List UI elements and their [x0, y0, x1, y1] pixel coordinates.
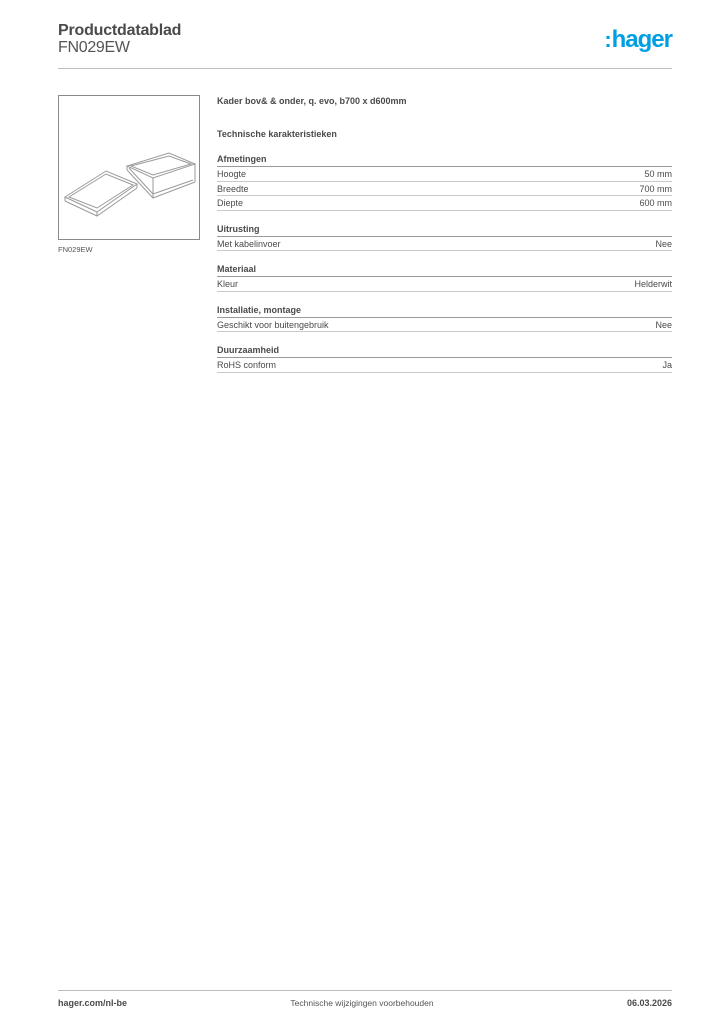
tech-heading: Technische karakteristieken — [217, 129, 337, 139]
footer-notice: Technische wijzigingen voorbehouden — [290, 998, 434, 1008]
spec-label: Geschikt voor buitengebruik — [217, 319, 329, 330]
section-duurzaamheid — [217, 343, 672, 373]
spec-row — [217, 182, 672, 197]
product-description: Kader bov& & onder, q. evo, b700 x d600mm — [217, 96, 407, 106]
spec-label: RoHS conform — [217, 360, 277, 370]
spec-value: Nee — [655, 319, 672, 330]
spec-row — [217, 318, 672, 333]
spec-panel — [217, 96, 672, 373]
section-installatie — [217, 303, 672, 333]
spec-value: 600 mm — [639, 198, 672, 208]
product-image — [58, 95, 200, 240]
frame-illustration-icon — [59, 96, 199, 239]
spec-label: Hoogte — [217, 169, 247, 179]
footer-website-link[interactable]: hager.com/nl-be — [58, 998, 128, 1008]
spec-value: 700 mm — [639, 183, 672, 194]
spec-label: Met kabelinvoer — [217, 238, 281, 249]
section-title: Duurzaamheid — [217, 343, 672, 358]
hager-logo[interactable] — [604, 28, 672, 52]
page-title: Productdatablad — [58, 22, 182, 39]
section-title: Installatie, montage — [217, 303, 672, 318]
spec-label: Breedte — [217, 183, 249, 194]
spec-label: Diepte — [217, 198, 244, 208]
footer-date: 06.03.2026 — [626, 998, 672, 1008]
section-uitrusting — [217, 222, 672, 252]
logo-dots: : — [604, 27, 611, 52]
header-divider — [58, 68, 672, 69]
logo-text: hager — [611, 26, 672, 53]
spec-value: Ja — [662, 360, 672, 370]
spec-value: 50 mm — [644, 169, 672, 179]
section-title: Uitrusting — [217, 222, 672, 237]
section-title: Afmetingen — [217, 152, 672, 167]
footer-divider — [58, 990, 672, 991]
spec-row — [217, 167, 672, 182]
section-materiaal — [217, 262, 672, 292]
section-title: Materiaal — [217, 262, 672, 277]
spec-row — [217, 277, 672, 292]
spec-row — [217, 196, 672, 211]
section-afmetingen — [217, 152, 672, 211]
page-header — [58, 20, 672, 68]
product-code: FN029EW — [58, 39, 130, 56]
spec-value: Helderwit — [634, 279, 672, 289]
spec-row — [217, 237, 672, 252]
spec-value: Nee — [655, 238, 672, 249]
spec-label: Kleur — [217, 279, 239, 289]
image-caption: FN029EW — [58, 245, 93, 254]
spec-row — [217, 358, 672, 373]
